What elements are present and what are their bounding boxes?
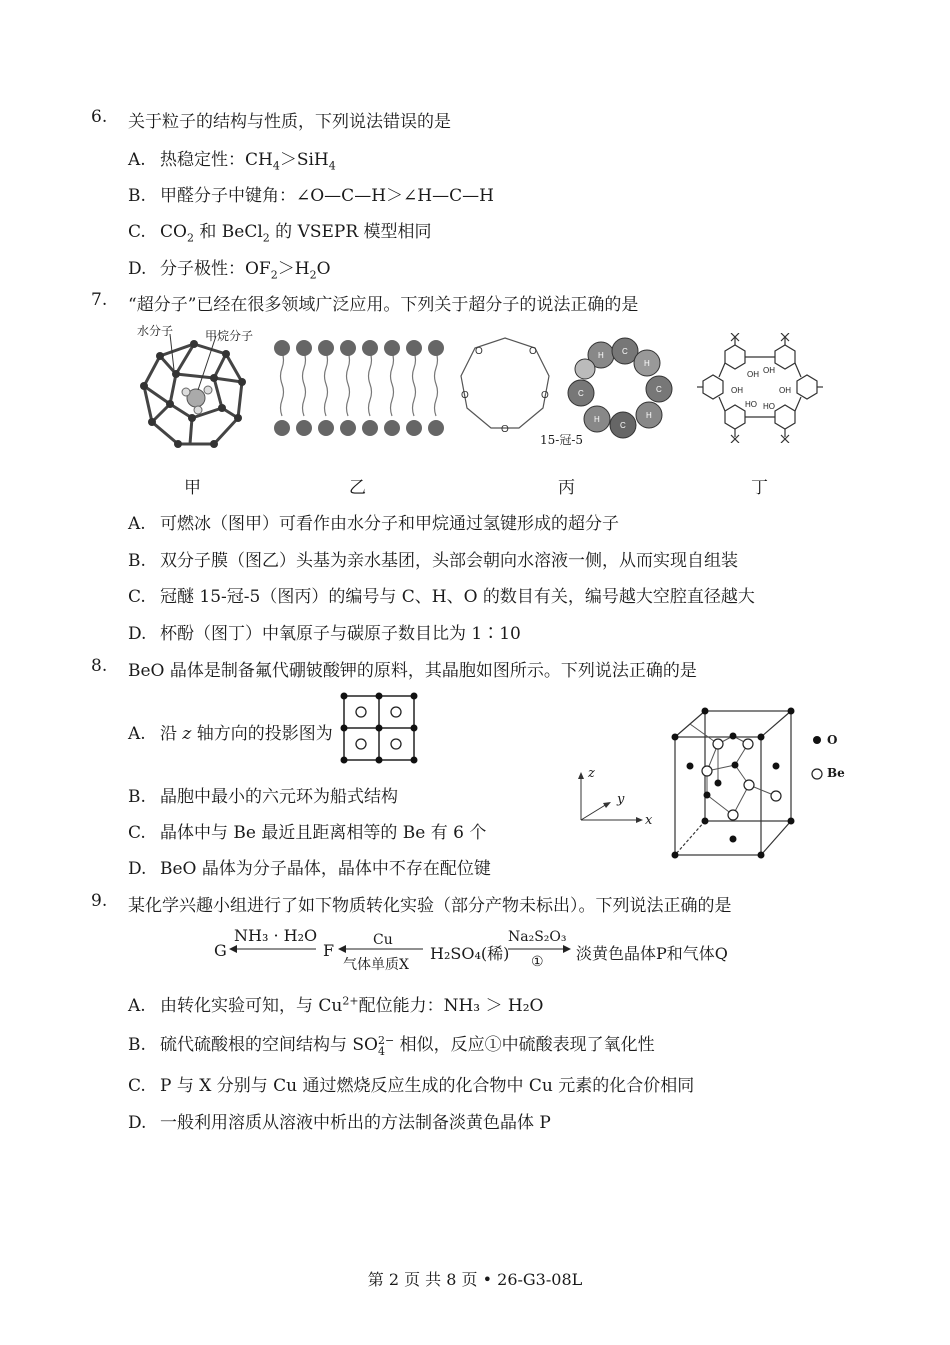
axis-x-label: x bbox=[645, 813, 653, 828]
methane-molecule-label: 甲烷分子 bbox=[205, 329, 254, 343]
water-molecule-label: 水分子 bbox=[137, 324, 174, 338]
option-label: A. bbox=[128, 150, 146, 170]
arrow-left-1 bbox=[228, 944, 318, 954]
reagent-copper: Cu bbox=[373, 932, 393, 948]
figure-label-yi: 乙 bbox=[349, 478, 366, 498]
question-7-number: 7. bbox=[91, 290, 108, 310]
reagent-gas-x: 气体单质X bbox=[343, 957, 409, 973]
option-text: 杯酚（图丁）中氧原子与碳原子数目比为 1∶10 bbox=[160, 624, 521, 644]
axis-variable: z bbox=[182, 724, 192, 744]
option-label: D. bbox=[128, 1113, 147, 1133]
reagent-ammonia-water: NH₃ · H₂O bbox=[234, 926, 318, 945]
svg-text:H: H bbox=[644, 359, 650, 368]
beryllium-legend-dot bbox=[812, 769, 822, 779]
projection-grid-figure bbox=[340, 692, 420, 764]
question-8-number: 8. bbox=[91, 656, 108, 676]
option-text: P 与 X 分别与 Cu 通过燃烧反应生成的化合物中 Cu 元素的化合价相同 bbox=[160, 1076, 695, 1096]
figure-label-jia: 甲 bbox=[184, 478, 201, 498]
q8-option-c bbox=[128, 818, 486, 843]
option-label: A. bbox=[128, 514, 146, 534]
q8-option-a bbox=[128, 719, 333, 744]
option-text: 热稳定性：CH bbox=[160, 150, 273, 170]
page-footer: 第 2 页 共 8 页 • 26-G3-08L bbox=[367, 1270, 583, 1289]
unit-cell-legend-markers bbox=[810, 733, 824, 785]
option-label: B. bbox=[128, 551, 146, 571]
option-text: 沿 bbox=[160, 724, 183, 744]
crown-ether-figure bbox=[455, 330, 555, 440]
q9-option-c bbox=[128, 1071, 694, 1096]
figure-label-ding: 丁 bbox=[751, 478, 768, 498]
option-text: 分子极性：OF bbox=[160, 259, 271, 279]
option-text: 晶体中与 Be 最近且距离相等的 Be 有 6 个 bbox=[160, 823, 487, 843]
svg-text:HO: HO bbox=[763, 402, 775, 411]
q9-option-a bbox=[128, 991, 544, 1016]
compound-g: G bbox=[214, 941, 227, 960]
q8-option-d bbox=[128, 854, 491, 879]
q6-option-a bbox=[128, 145, 336, 172]
svg-text:O: O bbox=[529, 346, 537, 357]
q7-option-a bbox=[128, 509, 619, 534]
option-label: A. bbox=[128, 996, 146, 1016]
option-label: B. bbox=[128, 1035, 146, 1055]
svg-text:O: O bbox=[541, 390, 549, 401]
option-text: 双分子膜（图乙）头基为亲水基团，头部会朝向水溶液一侧，从而实现自组装 bbox=[160, 551, 738, 571]
legend-oxygen-label: O bbox=[827, 733, 838, 747]
subscript: 2 bbox=[262, 231, 270, 245]
question-7-stem: “超分子”已经在很多领域广泛应用。下列关于超分子的说法正确的是 bbox=[128, 295, 639, 315]
dilute-sulfuric-acid: H₂SO₄(稀) bbox=[430, 944, 510, 963]
option-text: 轴方向的投影图为 bbox=[191, 724, 333, 744]
q9-option-d bbox=[128, 1108, 551, 1133]
superscript: 2+ bbox=[342, 994, 359, 1008]
subscript: 2 bbox=[270, 268, 278, 282]
option-text: 的 VSEPR 模型相同 bbox=[269, 222, 432, 242]
reaction-step-1: ① bbox=[531, 954, 544, 970]
question-6-stem: 关于粒子的结构与性质，下列说法错误的是 bbox=[128, 112, 451, 132]
svg-text:H: H bbox=[646, 411, 652, 420]
axis-y-label: y bbox=[617, 792, 625, 807]
oxygen-legend-dot bbox=[813, 736, 821, 744]
svg-text:HO: HO bbox=[745, 400, 757, 409]
axis-z-label: z bbox=[588, 766, 595, 781]
svg-text:O: O bbox=[461, 390, 469, 401]
option-text: 相似，反应①中硫酸表现了氧化性 bbox=[394, 1035, 655, 1055]
option-text: ＞H bbox=[277, 259, 310, 279]
option-text: CO bbox=[160, 222, 187, 242]
beo-unit-cell-figure bbox=[665, 705, 805, 865]
svg-text:OH: OH bbox=[747, 370, 759, 379]
bilayer-membrane-figure bbox=[270, 338, 450, 438]
option-text: 可燃冰（图甲）可看作由水分子和甲烷通过氢键形成的超分子 bbox=[160, 514, 619, 534]
arrow-left-2 bbox=[337, 944, 425, 954]
subscript: 4 bbox=[328, 159, 336, 173]
option-text: BeO 晶体为分子晶体，晶体中不存在配位键 bbox=[160, 859, 491, 879]
option-label: D. bbox=[128, 859, 147, 879]
svg-text:OH: OH bbox=[779, 386, 791, 395]
option-label: B. bbox=[128, 186, 146, 206]
q8-option-b bbox=[128, 782, 398, 807]
option-label: D. bbox=[128, 624, 147, 644]
arrow-right-1 bbox=[508, 944, 572, 954]
option-label: C. bbox=[128, 587, 146, 607]
svg-text:OH: OH bbox=[731, 386, 743, 395]
option-text: 和 BeCl bbox=[193, 222, 263, 242]
option-text: 冠醚 15-冠-5（图丙）的编号与 C、H、O 的数目有关，编号越大空腔直径越大 bbox=[160, 587, 755, 607]
question-6-number: 6. bbox=[91, 107, 108, 127]
option-text: 一般利用溶质从溶液中析出的方法制备淡黄色晶体 P bbox=[160, 1113, 551, 1133]
q7-option-c bbox=[128, 582, 755, 607]
svg-text:C: C bbox=[656, 385, 662, 394]
subscript: 2 bbox=[309, 268, 317, 282]
svg-text:C: C bbox=[622, 347, 628, 356]
q7-option-b bbox=[128, 546, 738, 571]
reagent-sodium-thiosulfate: Na₂S₂O₃ bbox=[508, 929, 567, 945]
option-label: A. bbox=[128, 724, 146, 744]
svg-text:H: H bbox=[598, 351, 604, 360]
svg-text:H: H bbox=[594, 415, 600, 424]
option-text: ＞SiH bbox=[279, 150, 329, 170]
option-label: B. bbox=[128, 787, 146, 807]
subscript: 4 bbox=[378, 1044, 385, 1058]
svg-text:O: O bbox=[475, 346, 483, 357]
question-9-stem: 某化学兴趣小组进行了如下物质转化实验（部分产物未标出）。下列说法正确的是 bbox=[128, 896, 732, 916]
svg-text:OH: OH bbox=[763, 366, 775, 375]
option-text: 配位能力：NH₃ ＞ H₂O bbox=[358, 996, 544, 1016]
compound-f: F bbox=[323, 941, 335, 960]
coordinate-axes-figure bbox=[573, 768, 653, 830]
option-label: D. bbox=[128, 259, 147, 279]
svg-text:O: O bbox=[501, 424, 509, 435]
option-text: 硫代硫酸根的空间结构与 SO bbox=[160, 1035, 378, 1055]
ion-charge-index bbox=[378, 1035, 394, 1057]
crown-ether-caption: 15-冠-5 bbox=[540, 433, 584, 447]
space-filling-ring-figure bbox=[563, 333, 678, 443]
q7-option-d bbox=[128, 619, 521, 644]
option-text: 晶胞中最小的六元环为船式结构 bbox=[160, 787, 398, 807]
figure-label-bing: 丙 bbox=[558, 478, 575, 498]
subscript: 2 bbox=[186, 231, 194, 245]
option-label: C. bbox=[128, 823, 146, 843]
question-9-number: 9. bbox=[91, 891, 108, 911]
products-p-and-q: 淡黄色晶体P和气体Q bbox=[576, 944, 728, 963]
q6-option-b bbox=[128, 181, 494, 206]
option-label: C. bbox=[128, 1076, 146, 1096]
svg-text:C: C bbox=[620, 421, 626, 430]
calixarene-figure bbox=[695, 333, 825, 443]
svg-text:C: C bbox=[578, 389, 584, 398]
option-label: C. bbox=[128, 222, 146, 242]
option-text: O bbox=[316, 259, 331, 279]
legend-beryllium-label: Be bbox=[827, 766, 845, 780]
option-text: 甲醛分子中键角：∠O—C—H＞∠H—C—H bbox=[160, 186, 494, 206]
q6-option-d bbox=[128, 254, 331, 281]
subscript: 4 bbox=[272, 159, 280, 173]
superscript: 2− bbox=[378, 1033, 395, 1047]
q9-option-b bbox=[128, 1030, 655, 1057]
q6-option-c bbox=[128, 217, 432, 244]
option-text: 由转化实验可知，与 Cu bbox=[160, 996, 343, 1016]
question-8-stem: BeO 晶体是制备氟代硼铍酸钾的原料，其晶胞如图所示。下列说法正确的是 bbox=[128, 661, 697, 681]
